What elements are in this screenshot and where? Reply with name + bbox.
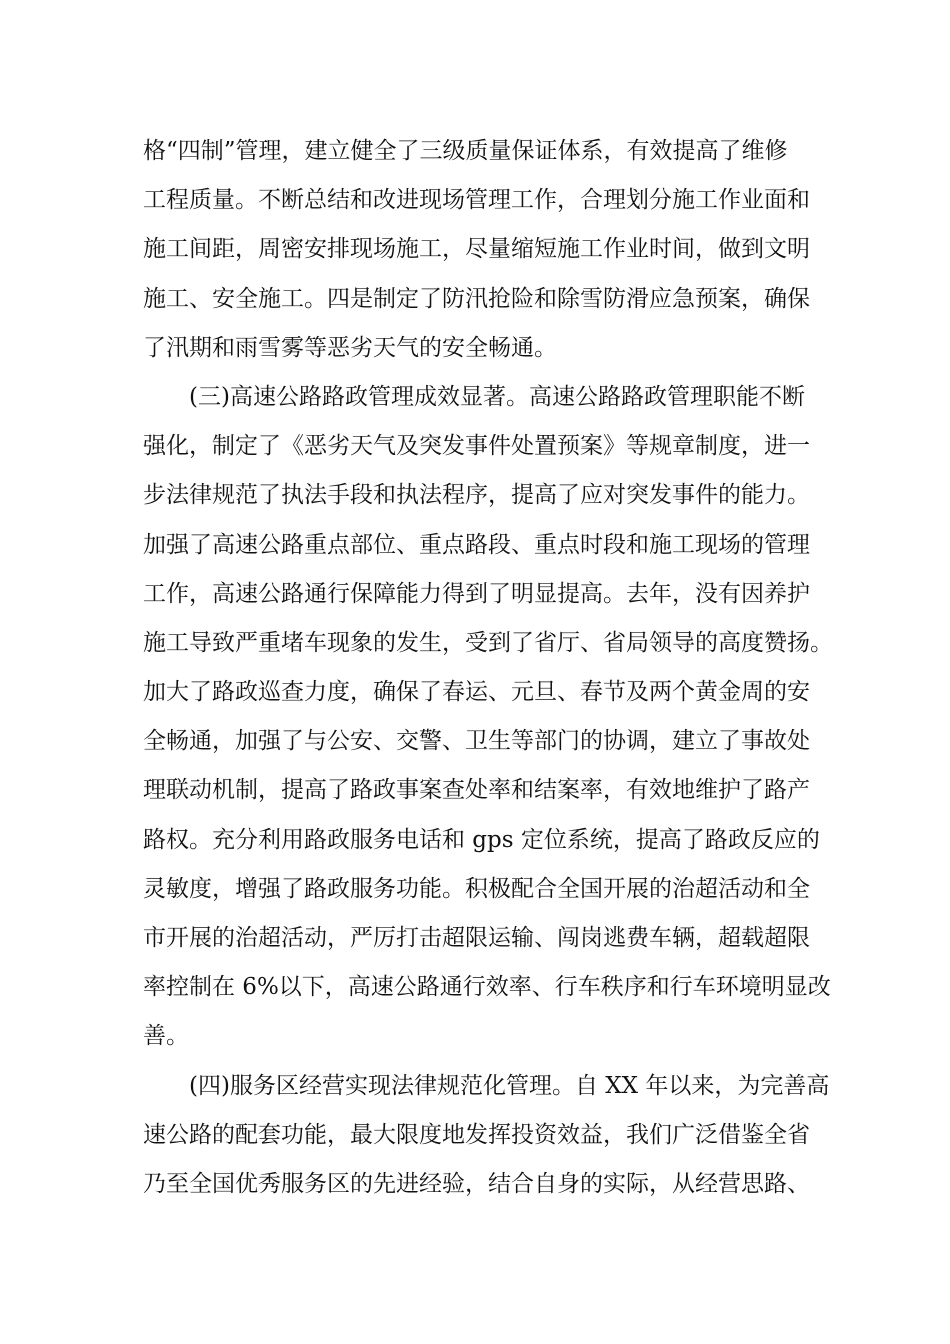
text-line: 了汛期和雨雪雾等恶劣天气的安全畅通。	[143, 334, 557, 361]
text-line: 理联动机制，提高了路政事案查处率和结案率，有效地维护了路产	[143, 777, 810, 804]
document-body	[143, 127, 833, 1209]
text-line: 施工、安全施工。四是制定了防汛抢险和除雪防滑应急预案，确保	[143, 285, 810, 312]
text-line: 加强了高速公路重点部位、重点路段、重点时段和施工现场的管理	[143, 531, 810, 558]
text-line: 率控制在 6%以下，高速公路通行效率、行车秩序和行车环境明显改	[143, 974, 831, 1001]
text-line: 强化，制定了《恶劣天气及突发事件处置预案》等规章制度，进一	[143, 433, 810, 460]
text-line: 格“四制”管理，建立健全了三级质量保证体系，有效提高了维修	[143, 138, 788, 164]
text-line: 步法律规范了执法手段和执法程序，提高了应对突发事件的能力。	[143, 482, 810, 509]
text-line: 加大了路政巡查力度，确保了春运、元旦、春节及两个黄金周的安	[143, 679, 810, 706]
text-line: 工程质量。不断总结和改进现场管理工作，合理划分施工作业面和	[143, 187, 810, 214]
text-line: 全畅通，加强了与公安、交警、卫生等部门的协调，建立了事故处	[143, 728, 810, 755]
text-line: 乃至全国优秀服务区的先进经验，结合自身的实际，从经营思路、	[143, 1170, 810, 1197]
text-line: 工作，高速公路通行保障能力得到了明显提高。去年，没有因养护	[143, 580, 810, 607]
text-line: 市开展的治超活动，严厉打击超限运输、闯岗逃费车辆，超载超限	[143, 925, 810, 951]
text-line: 施工间距，周密安排现场施工，尽量缩短施工作业时间，做到文明	[143, 236, 810, 263]
paragraph-heading-3: (三)高速公路路政管理成效显著。高速公路路政管理职能不断	[189, 383, 805, 410]
paragraph-heading-4: (四)服务区经营实现法律规范化管理。自 XX 年以来，为完善高	[189, 1072, 830, 1099]
text-line: 施工导致严重堵车现象的发生，受到了省厅、省局领导的高度赞扬。	[143, 629, 833, 656]
text-line: 速公路的配套功能，最大限度地发挥投资效益，我们广泛借鉴全省	[143, 1121, 810, 1148]
text-line: 路权。充分利用路政服务电话和 gps 定位系统，提高了路政反应的	[143, 826, 820, 853]
text-line: 善。	[143, 1023, 189, 1050]
text-line: 灵敏度，增强了路政服务功能。积极配合全国开展的治超活动和全	[143, 875, 810, 902]
